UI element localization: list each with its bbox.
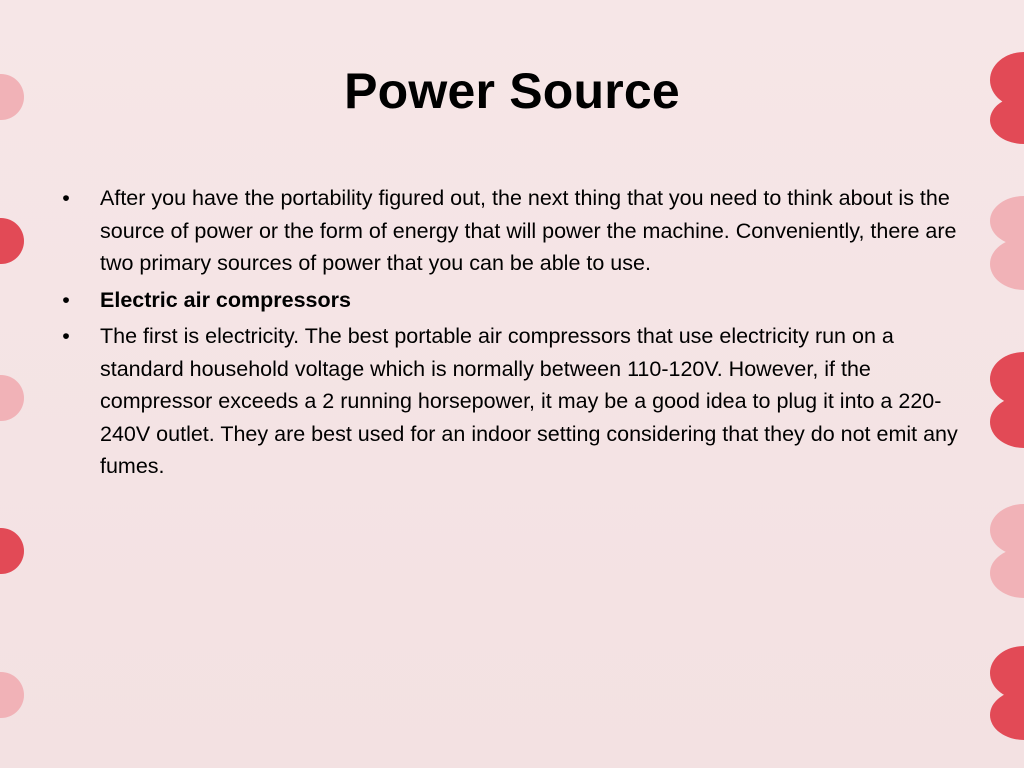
list-item [56,182,966,280]
decorative-circle [990,396,1024,448]
slide-title: Power Source [344,63,680,119]
decorative-circle [990,548,1024,598]
list-item [56,284,966,317]
decorative-circle [990,238,1024,290]
bullet-icon: • [62,287,70,312]
decorative-circle [990,690,1024,740]
bullet-text: Electric air compressors [100,287,351,312]
bullet-text: The first is electricity. The best portable air compressors that use electricity run on a standard household voltage which is normally between 110-120V. However, if the compressor exceeds a 2 running horsepower, it may be a good idea to plug it into a 220-240V outlet. They are best used for an indoor setting considering that they do not emit any fumes. [100,324,958,478]
decorative-circle [0,672,24,718]
decorative-circle [0,375,24,421]
bullet-icon: • [62,324,70,348]
decorative-circle [0,528,24,574]
decorative-circle [0,218,24,264]
bullet-list [56,182,966,487]
list-item [56,320,966,483]
bullet-icon: • [62,186,70,210]
bullet-text: After you have the portability figured out, the next thing that you need to think about is the source of power or the form of energy that will power the machine. Conveniently, there are two primary sources of power that you can be able to use. [100,186,957,275]
